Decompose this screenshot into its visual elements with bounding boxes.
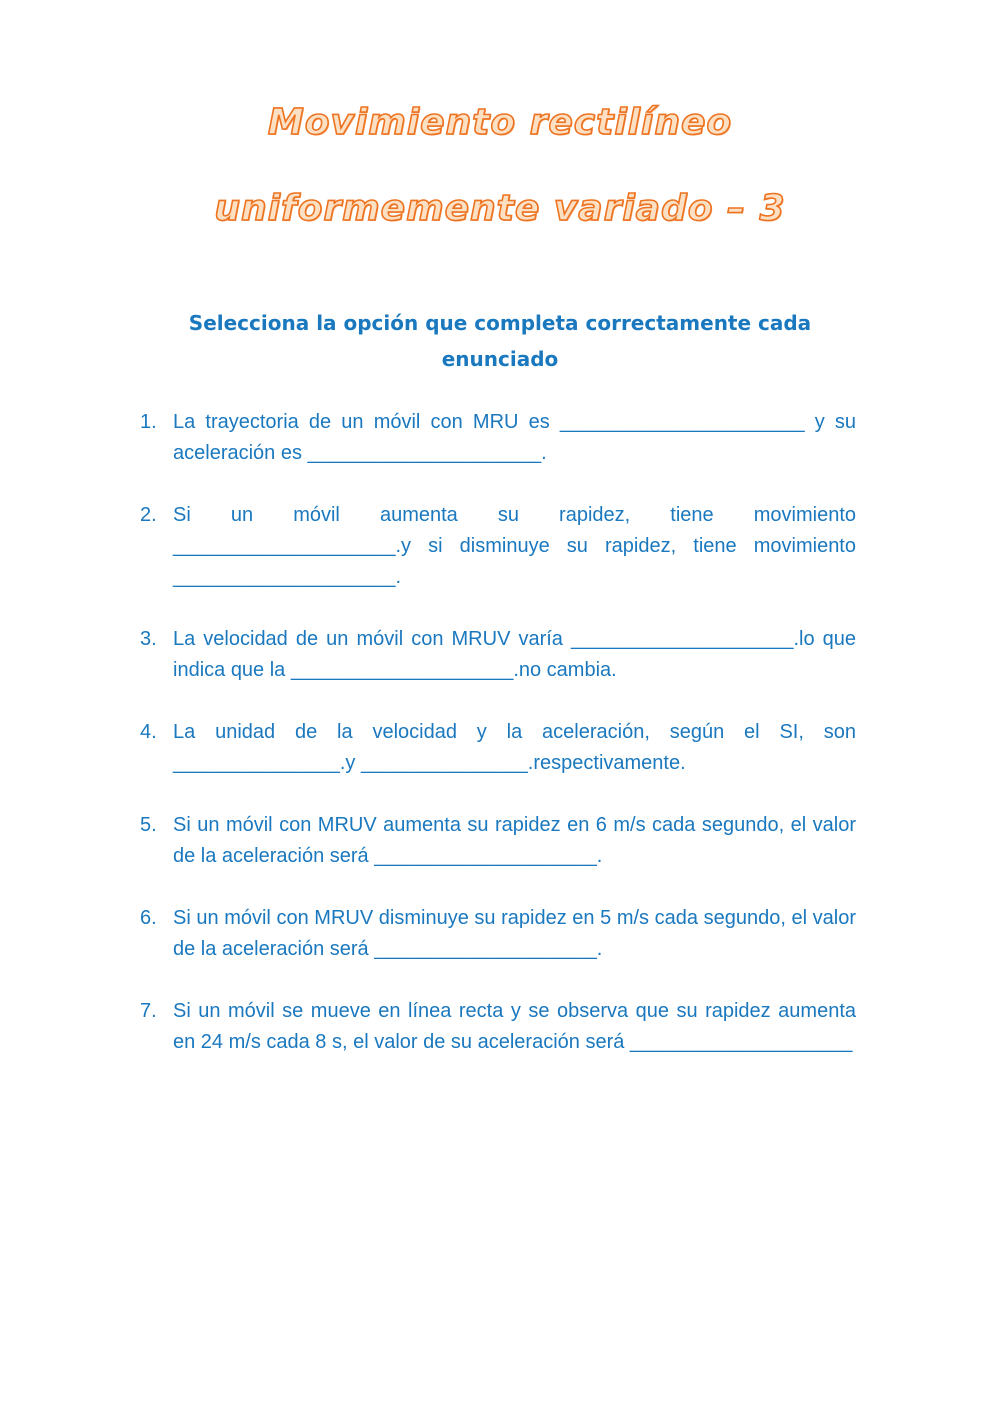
question-item — [140, 717, 856, 779]
question-number: 3. — [140, 628, 157, 650]
question-text: Si un móvil se mueve en línea recta y se observa que su rapidez aumenta en 24 m/s cada 8 s, el valor de su aceleración será ____________________ — [173, 1000, 856, 1053]
question-text: La unidad de la velocidad y la aceleración, según el SI, son _______________.y _______________.respectivamente. — [173, 721, 856, 774]
question-number: 5. — [140, 814, 157, 836]
question-item — [140, 500, 856, 593]
question-item — [140, 903, 856, 965]
instruction-heading: Selecciona la opción que completa correctamente cada enunciado — [188, 311, 812, 371]
question-text: La velocidad de un móvil con MRUV varía ____________________.lo que indica que la ____________________.no cambia. — [173, 628, 856, 681]
question-number: 7. — [140, 1000, 157, 1022]
title-text-2: uniformemente variado – 3 — [214, 188, 786, 229]
question-list — [140, 407, 856, 1089]
question-number: 6. — [140, 907, 157, 929]
question-number: 2. — [140, 504, 157, 526]
title-text-1: Movimiento rectilíneo — [267, 102, 733, 143]
question-item — [140, 624, 856, 686]
title-line-2 — [0, 188, 1000, 229]
question-text: Si un móvil con MRUV aumenta su rapidez en 6 m/s cada segundo, el valor de la aceleración será ____________________. — [173, 814, 856, 867]
question-text: La trayectoria de un móvil con MRU es ______________________ y su aceleración es _____________________. — [173, 411, 856, 464]
question-item — [140, 810, 856, 872]
question-number: 1. — [140, 411, 157, 433]
question-item — [140, 996, 856, 1058]
question-text: Si un móvil aumenta su rapidez, tiene movimiento ____________________.y si disminuye su rapidez, tiene movimiento ____________________. — [173, 504, 856, 588]
question-text: Si un móvil con MRUV disminuye su rapidez en 5 m/s cada segundo, el valor de la aceleración será ____________________. — [173, 907, 856, 960]
question-number: 4. — [140, 721, 157, 743]
title-line-1 — [0, 102, 1000, 143]
question-item — [140, 407, 856, 469]
